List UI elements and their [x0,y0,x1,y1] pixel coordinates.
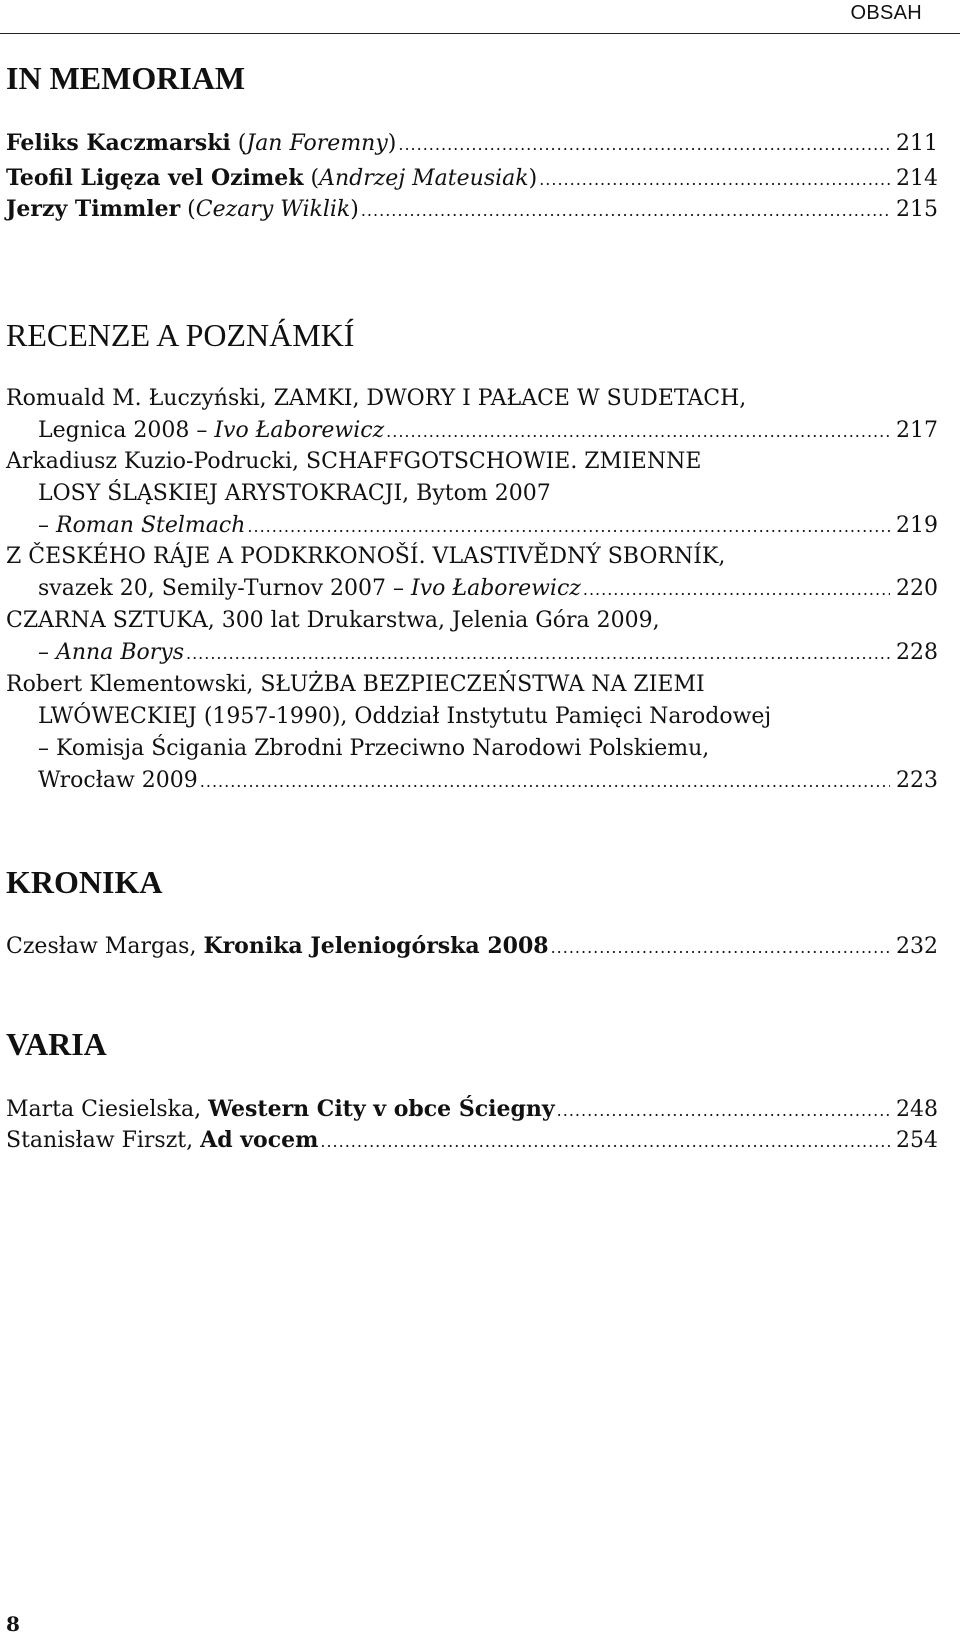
entry-author: Ivo Łaborewicz [411,576,581,601]
dot-leader [186,637,890,670]
dot-leader [361,194,890,227]
page-ref: 254 [896,1128,938,1153]
dot-leader [583,573,890,606]
page-ref: 215 [896,197,938,222]
page-ref: 214 [896,166,938,191]
entry-author: Ivo Łaborewicz [214,418,385,443]
toc-entry: Feliks Kaczmarski (Jan Foremny) ..... 211 [6,127,938,161]
dot-leader [386,415,890,448]
toc-entry: Marta Ciesielska, Western City v obce Ściegny ..... 248 [6,1093,938,1127]
dot-leader [200,765,890,798]
section-heading-varia: VARIA [6,1026,107,1062]
dot-leader [320,1125,890,1158]
toc-entry: Stanisław Firszt, Ad vocem ..... 254 [6,1124,938,1158]
toc-entry: CZARNA SZTUKA, 300 lat Drukarstwa, Jelenia Góra 2009, – Anna Borys ..... 228 [6,605,938,670]
toc-entry: Z ČESKÉHO RÁJE A PODKRKONOŠÍ. VLASTIVĚDNÝ SBORNÍK, svazek 20, Semily-Turnov 2007 – Ivo Łaborewicz ..... 220 [6,541,938,606]
header-rule [0,33,960,34]
entry-name: Teofil Ligęza vel Ozimek [6,165,304,191]
page-ref: 228 [896,640,938,665]
dot-leader [551,931,890,964]
toc-entry: Robert Klementowski, SŁUŻBA BEZPIECZEŃSTWA NA ZIEMI LWÓWECKIEJ (1957-1990), Oddział Instytutu Pamięci Narodowej – Komisja Ścigania Zbrodni Przeciwno Narodowi Polskiemu, Wrocław 2009 ..... 223 [6,669,938,798]
dot-leader [247,510,890,543]
section-heading-kronika: KRONIKA [6,864,163,900]
entry-name: Feliks Kaczmarski [6,130,231,156]
page-header-title: OBSAH [850,2,922,24]
entry-author: Andrzej Mateusiak [319,166,529,191]
dot-leader [557,1094,890,1127]
entry-name: Jerzy Timmler [6,196,181,222]
page-ref: 232 [896,934,938,959]
page-ref: 220 [896,576,938,601]
dot-leader [539,163,890,196]
section-heading-recenze: RECENZE A POZNÁMKÍ [6,317,355,353]
page-ref: 217 [896,418,938,443]
entry-author: Roman Stelmach [56,513,246,538]
toc-entry: Romuald M. Łuczyński, ZAMKI, DWORY I PAŁACE W SUDETACH, Legnica 2008 – Ivo Łaborewicz ..... 217 [6,383,938,448]
dot-leader [398,128,890,161]
page-ref: 219 [896,513,938,538]
entry-author: Cezary Wiklik [195,197,351,222]
entry-title: Western City v obce Ściegny [208,1096,555,1122]
entry-title: Ad vocem [200,1127,319,1153]
page-ref: 211 [896,131,938,156]
entry-author: Anna Borys [56,640,184,665]
entry-author: Jan Foremny [246,131,388,156]
toc-entry: Czesław Margas, Kronika Jeleniogórska 2008 ..... 232 [6,930,938,964]
toc-entry: Teofil Ligęza vel Ozimek (Andrzej Mateusiak) ..... 214 [6,162,938,196]
entry-title: Kronika Jeleniogórska 2008 [203,933,549,959]
section-heading-in-memoriam: IN MEMORIAM [6,60,246,96]
toc-entry: Jerzy Timmler (Cezary Wiklik) ..... 215 [6,193,938,227]
page-ref: 248 [896,1097,938,1122]
page-number: 8 [6,1612,20,1636]
toc-entry: Arkadiusz Kuzio-Podrucki, SCHAFFGOTSCHOWIE. ZMIENNE LOSY ŚLĄSKIEJ ARYSTOKRACJI, Bytom 2007 – Roman Stelmach ..... 219 [6,446,938,543]
page-ref: 223 [896,768,938,793]
